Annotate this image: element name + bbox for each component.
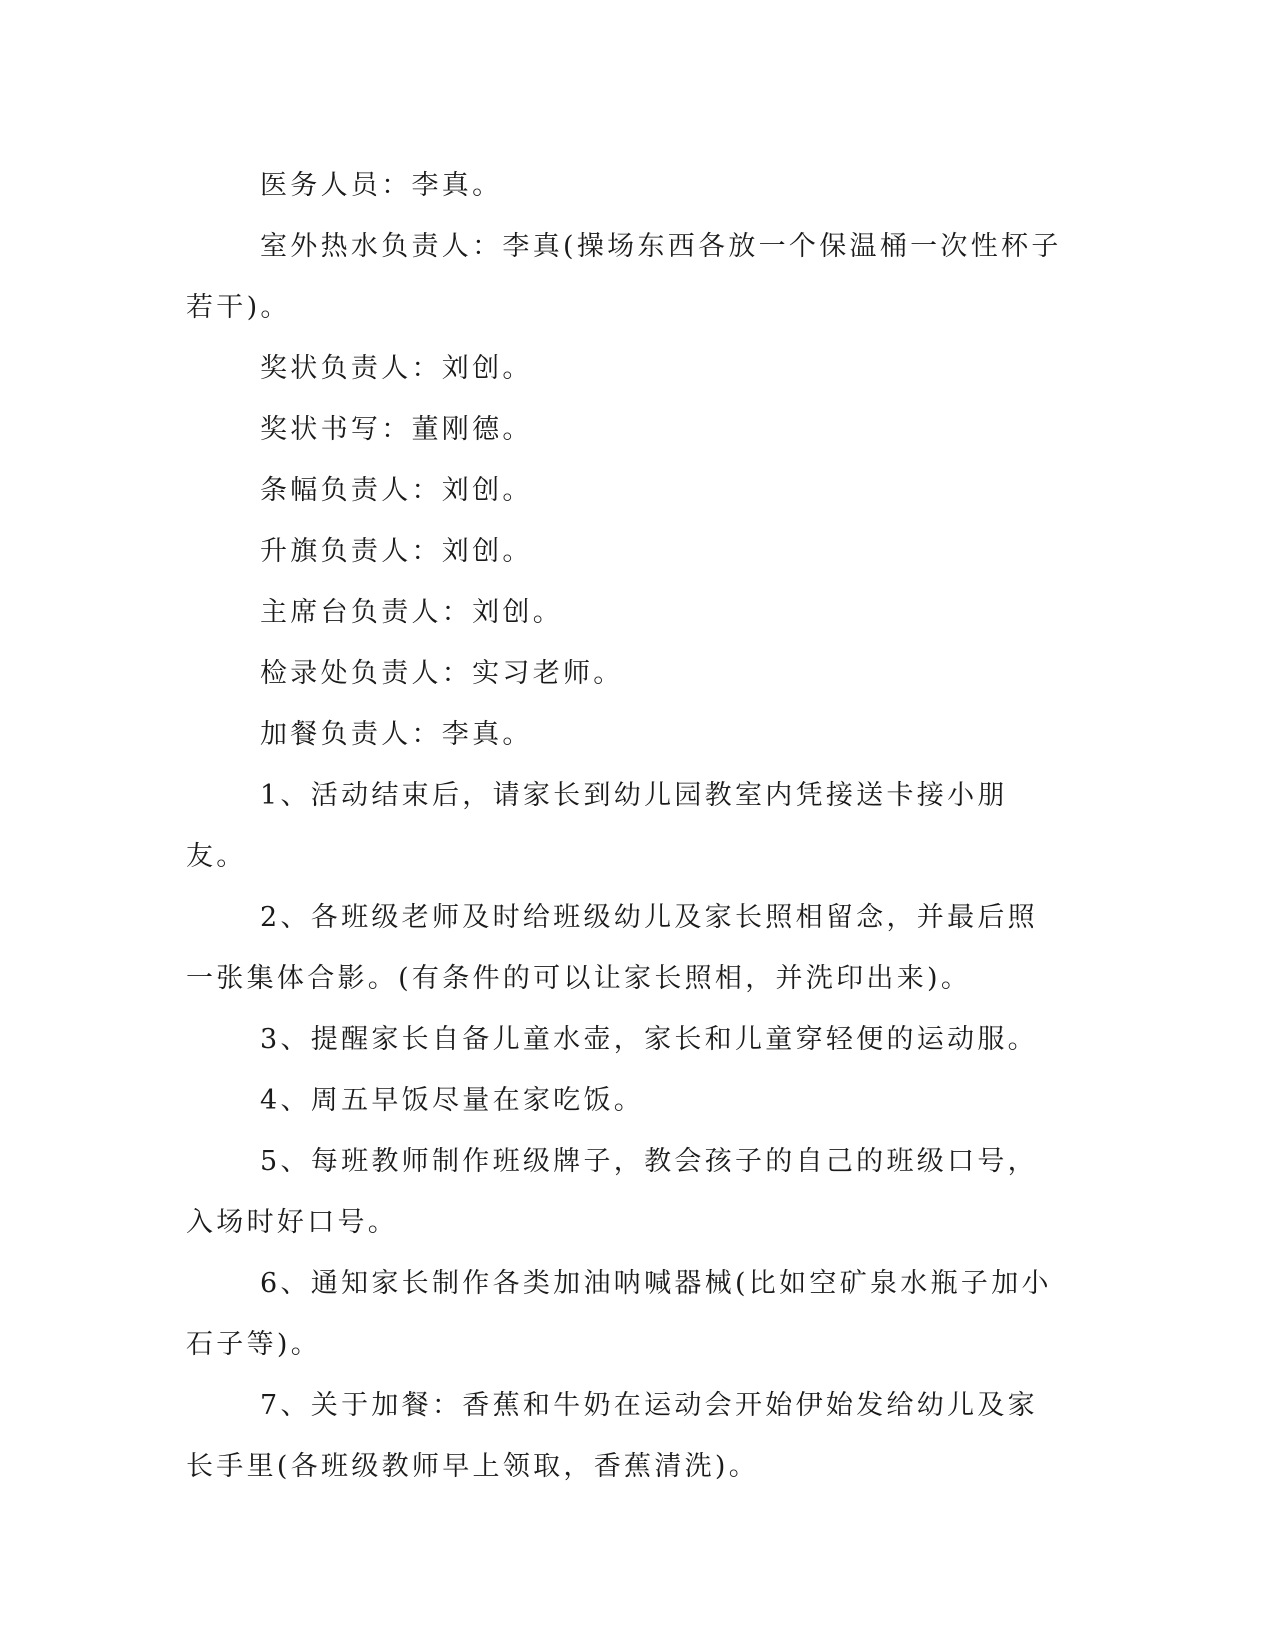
paragraph-check-in-lead: 检录处负责人：实习老师。 xyxy=(260,658,624,689)
paragraph-item-1: 1、活动结束后，请家长到幼儿园教室内凭接送卡接小朋友。 xyxy=(186,780,1008,872)
paragraph-banner-lead: 条幅负责人：刘创。 xyxy=(260,475,533,506)
paragraph-item-3: 3、提醒家长自备儿童水壶，家长和儿童穿轻便的运动服。 xyxy=(260,1024,1038,1055)
paragraph-item-4: 4、周五早饭尽量在家吃饭。 xyxy=(260,1085,645,1116)
paragraph-medical-staff: 医务人员：李真。 xyxy=(260,170,503,201)
paragraph-item-6: 6、通知家长制作各类加油呐喊器械(比如空矿泉水瓶子加小石子等)。 xyxy=(186,1268,1052,1360)
paragraph-item-7: 7、关于加餐：香蕉和牛奶在运动会开始伊始发给幼儿及家长手里(各班级教师早上领取，香蕉清洗)。 xyxy=(186,1390,1038,1482)
paragraph-flag-raising-lead: 升旗负责人：刘创。 xyxy=(260,536,533,567)
paragraph-item-2: 2、各班级老师及时给班级幼儿及家长照相留念，并最后照一张集体合影。(有条件的可以让家长照相，并洗印出来)。 xyxy=(186,902,1038,994)
paragraph-item-5: 5、每班教师制作班级牌子，教会孩子的自己的班级口号，入场时好口号。 xyxy=(186,1146,1038,1238)
paragraph-hot-water: 室外热水负责人：李真(操场东西各放一个保温桶一次性杯子若干)。 xyxy=(186,231,1062,323)
paragraph-certificate-lead: 奖状负责人：刘创。 xyxy=(260,353,533,384)
paragraph-certificate-writing: 奖状书写：董刚德。 xyxy=(260,414,533,445)
document-body xyxy=(186,155,1066,1497)
paragraph-rostrum-lead: 主席台负责人：刘创。 xyxy=(260,597,563,628)
paragraph-snack-lead: 加餐负责人：李真。 xyxy=(260,719,533,750)
